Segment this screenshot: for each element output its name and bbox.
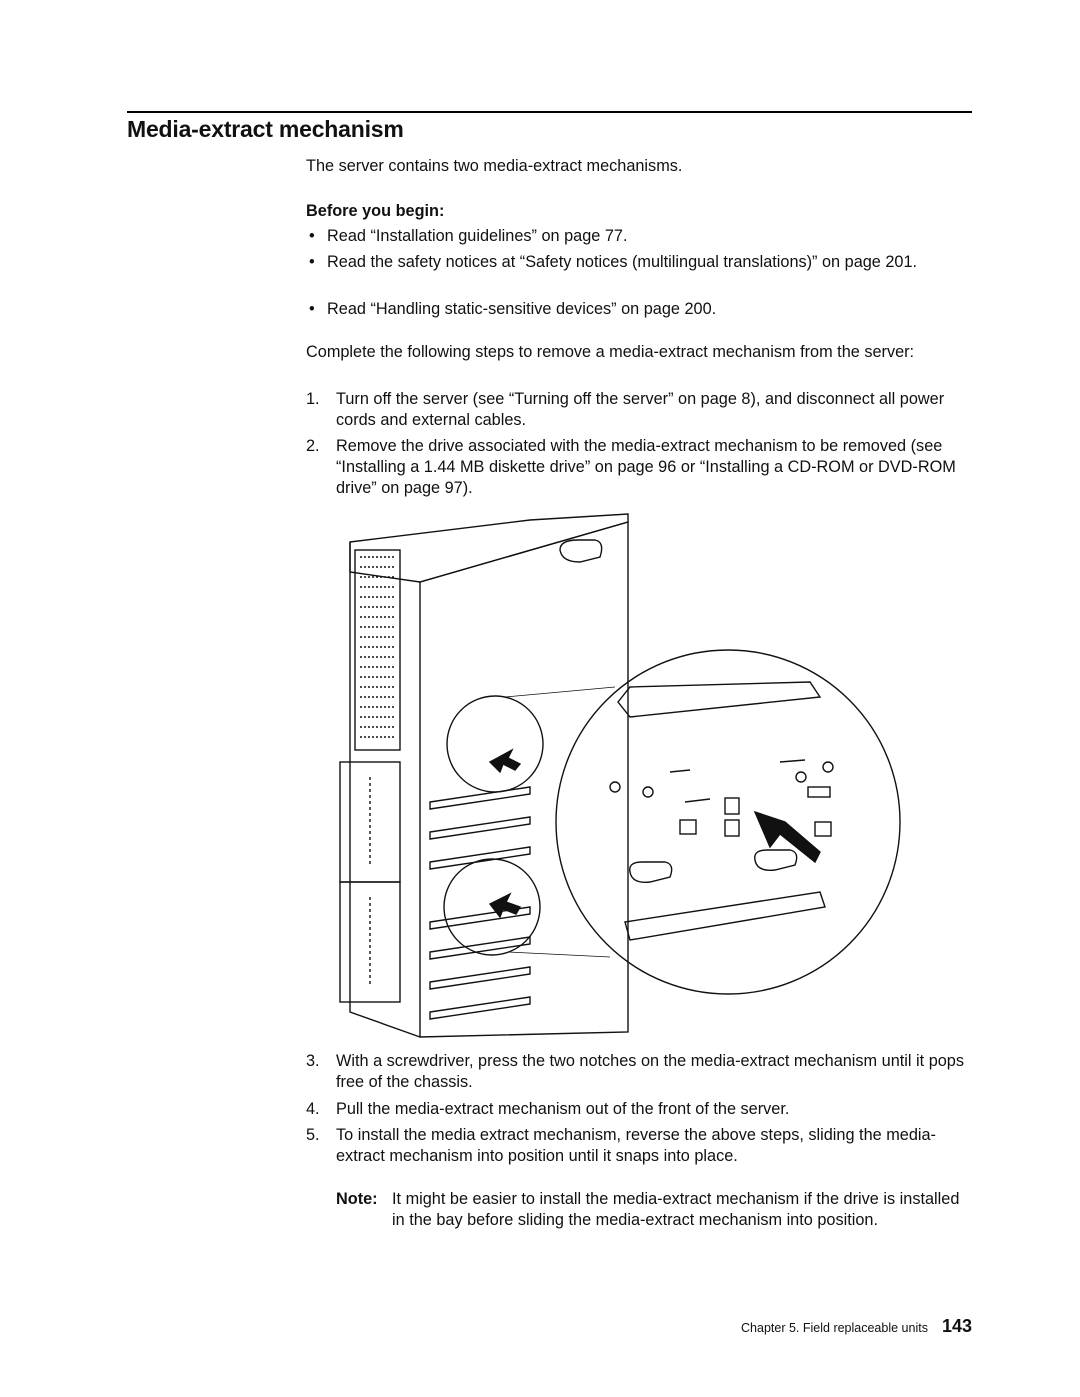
step-text: Remove the drive associated with the media-extract mechanism to be removed (see “Installing a 1.44 MB diskette drive” on page 96 or “Installing a CD-ROM or DVD-ROM drive” on page 97). (336, 437, 956, 497)
callout-circle-upper (447, 696, 543, 792)
step-number: 2. (306, 437, 320, 455)
prereq-text: Read “Installation guidelines” on page 77. (327, 227, 628, 245)
note-text: It might be easier to install the media-extract mechanism if the drive is installed in the bay before sliding the media-extract mechanism into position. (392, 1190, 960, 1229)
media-extract-illustration (330, 512, 980, 1047)
step-text: Pull the media-extract mechanism out of the front of the server. (336, 1100, 790, 1118)
chassis-front-edge (350, 542, 420, 1037)
magnified-callout-circle (556, 650, 900, 994)
magnified-detail (610, 682, 833, 940)
step-text: To install the media extract mechanism, reverse the above steps, sliding the media-extract mechanism into position until it snaps into place. (336, 1126, 936, 1165)
prereq-text: Read “Handling static-sensitive devices” on page 200. (327, 300, 717, 318)
front-grill (355, 550, 400, 750)
note-label: Note: (336, 1190, 378, 1208)
section-title: Media-extract mechanism (127, 116, 404, 142)
steps-intro: Complete the following steps to remove a media-extract mechanism from the server: (306, 343, 915, 361)
step-text: With a screwdriver, press the two notches on the media-extract mechanism until it pops free of the chassis. (336, 1052, 965, 1091)
side-rails (430, 787, 530, 1019)
bullet-mark: • (309, 300, 315, 318)
step-number: 3. (306, 1052, 320, 1070)
chassis-side-panel (420, 522, 628, 1037)
small-arrow-upper (490, 750, 520, 772)
step-number: 4. (306, 1100, 320, 1118)
chassis-top (350, 514, 628, 582)
prereq-text: Read the safety notices at “Safety notices (multilingual translations)” on page 201. (327, 253, 918, 271)
small-arrow-lower (490, 894, 520, 917)
bullet-mark: • (309, 227, 315, 245)
step-text: Turn off the server (see “Turning off the server” on page 8), and disconnect all power cords and external cables. (336, 390, 945, 429)
before-you-begin-label: Before you begin: (306, 202, 445, 220)
title-rule (127, 111, 972, 113)
intro-text: The server contains two media-extract mechanisms. (306, 157, 683, 175)
callout-lines (505, 687, 615, 957)
top-handle (560, 540, 602, 562)
bullet-mark: • (309, 253, 315, 271)
page-footer (741, 1316, 972, 1337)
large-arrow (755, 812, 820, 862)
page-number: 143 (941, 1316, 972, 1336)
step-number: 1. (306, 390, 320, 408)
footer-chapter: Chapter 5. Field replaceable units (741, 1321, 928, 1335)
step-number: 5. (306, 1126, 320, 1144)
